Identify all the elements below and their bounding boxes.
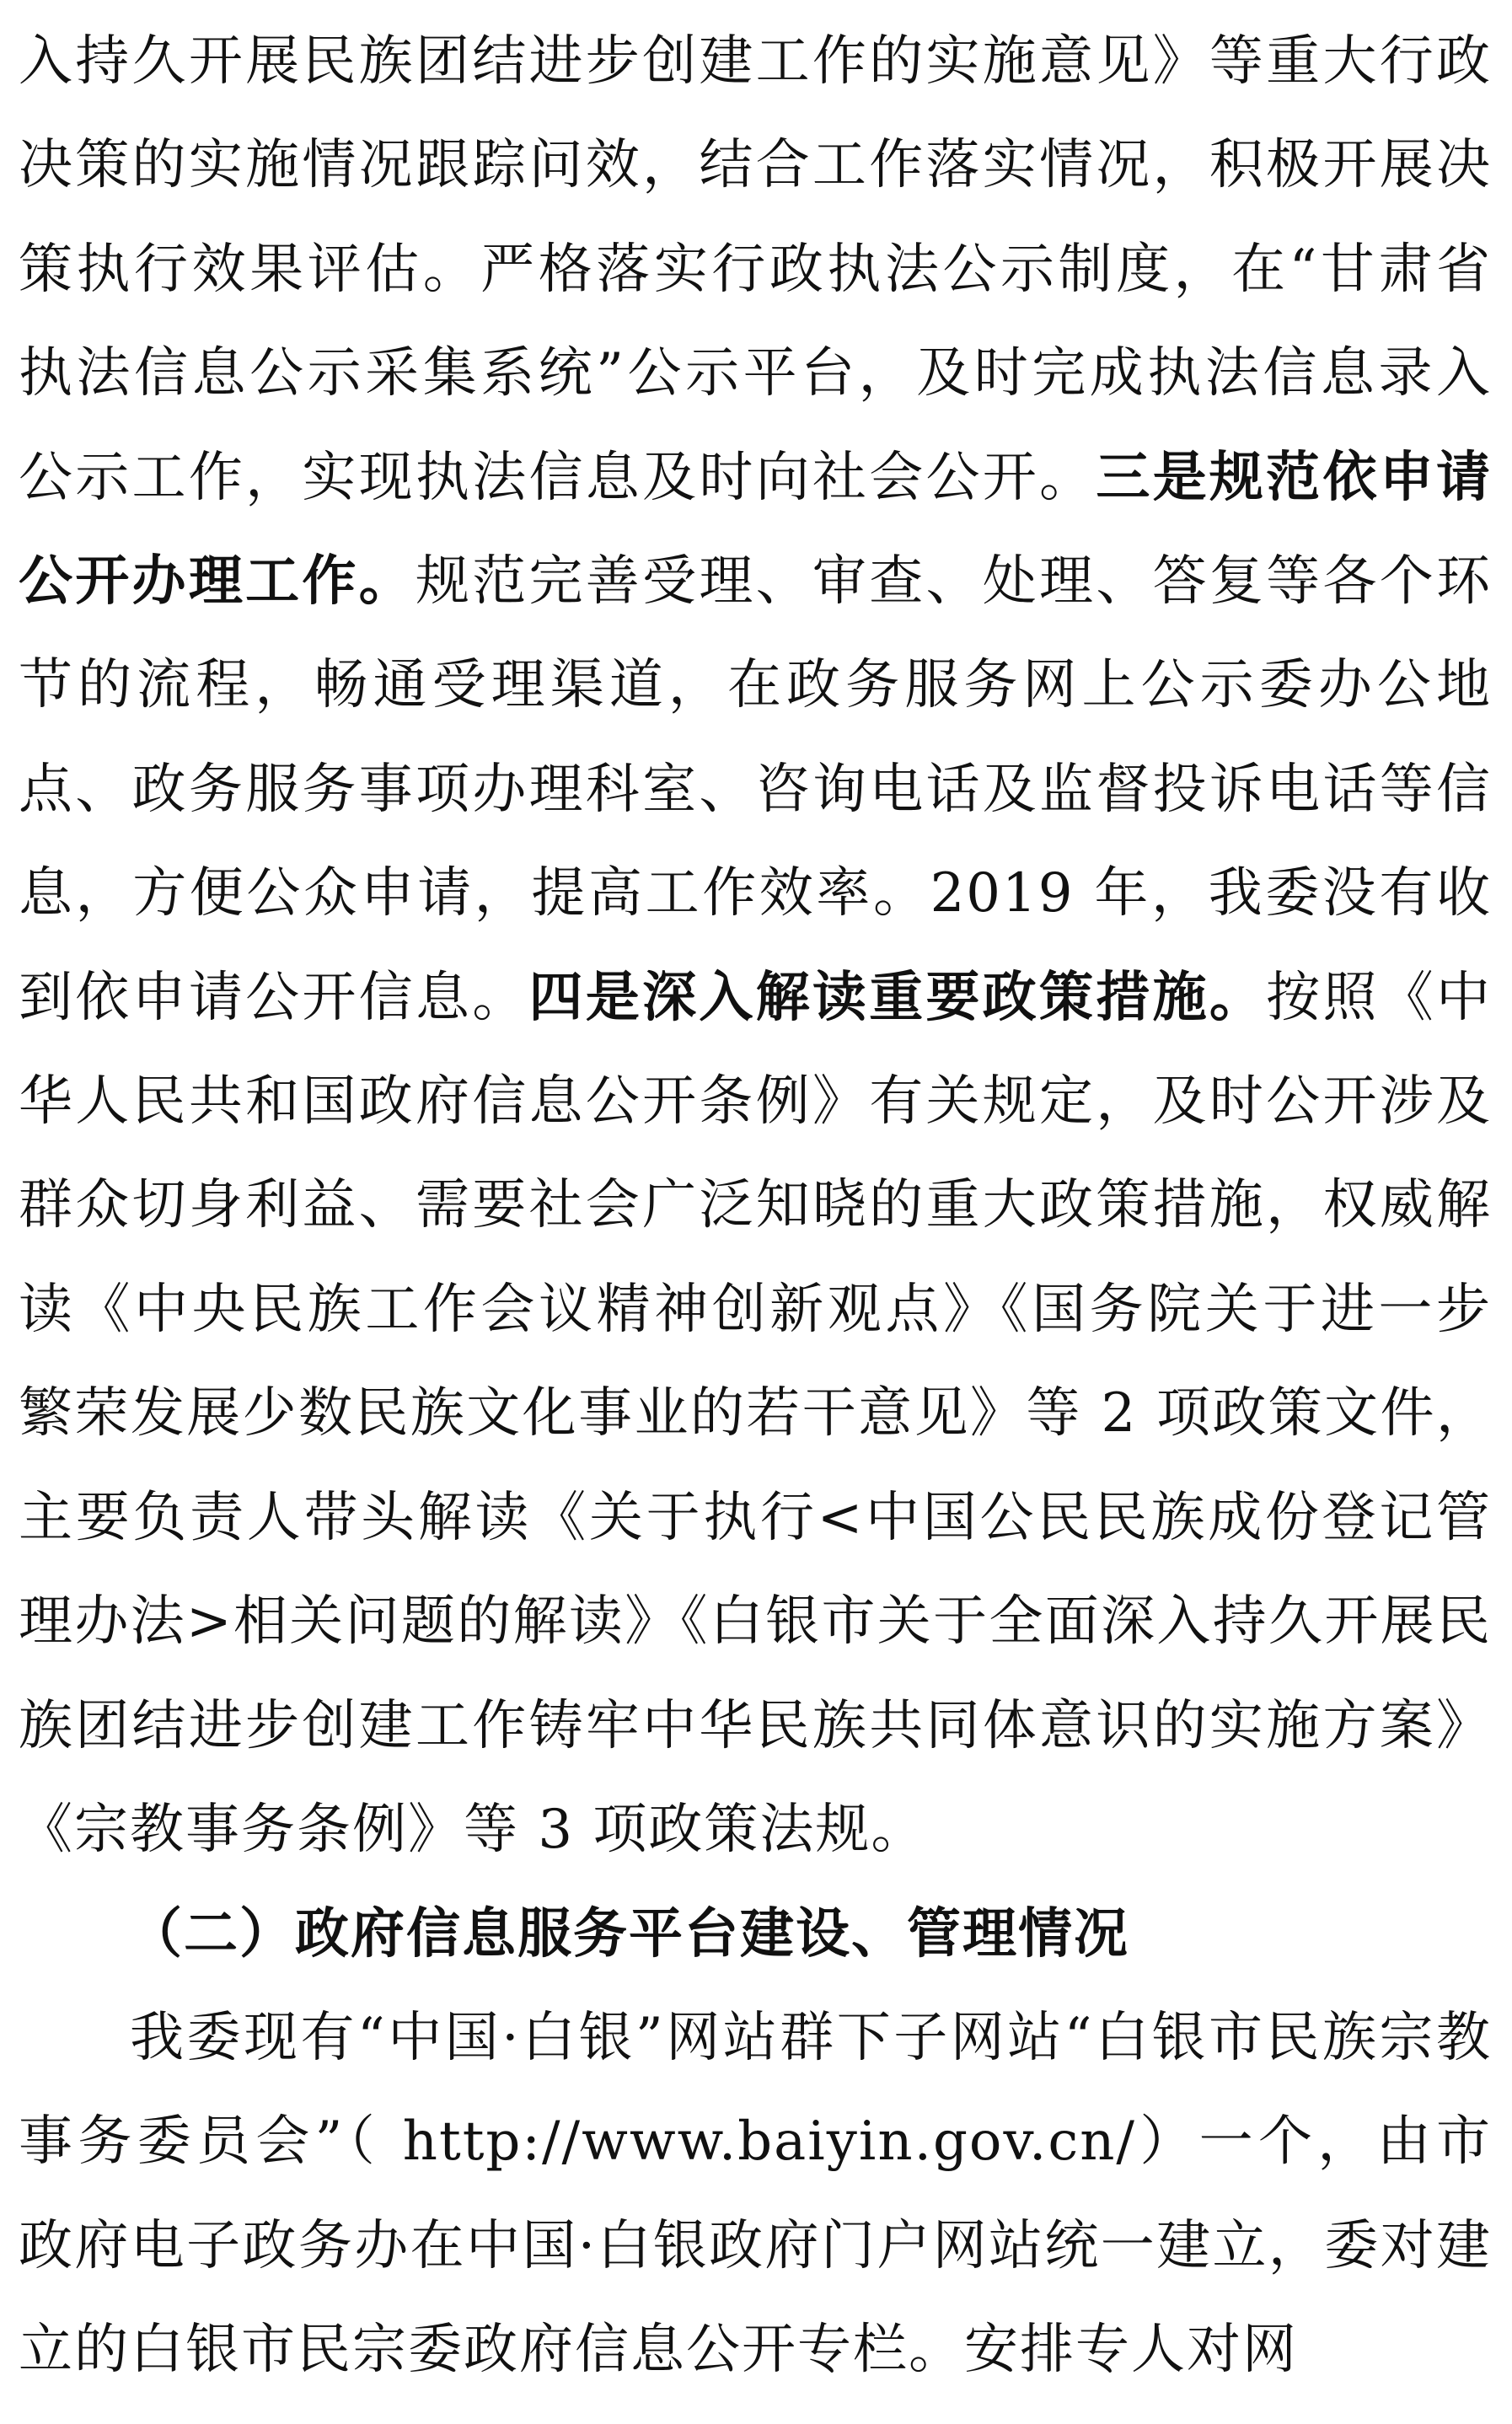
paragraph-1-bold-point-4: 四是深入解读重要政策措施。 — [528, 966, 1267, 1029]
paragraph-1-text-3: 按照《中华人民共和国政府信息公开条例》有关规定，及时公开涉及群众切身利益、需要社会广泛知晓的重大政策措施，权威解读《中央民族工作会议精神创新观点》《国务院关于进一步繁荣发展少数民族文化事业的若干意见》等 2 项政策文件，主要负责人带头解读《关于执行<中国公民民族成份登记管理办法>相关问题的解读》《白银市关于全面深入持久开展民族团结进步创建工作铸牢中华民族共同体意识的实施方案》《宗教事务条例》等 3 项政策法规。 — [19, 966, 1493, 1861]
section-heading: （二）政府信息服务平台建设、管理情况 — [128, 1902, 1129, 1966]
paragraph-1-text-2: 规范完善受理、审查、处理、答复等各个环节的流程，畅通受理渠道，在政务服务网上公示委办公地点、政务服务事项办理科室、咨询电话及监督投诉电话等信息，方便公众申请，提高工作效率。2019 年，我委没有收到依申请公开信息。 — [19, 550, 1493, 1029]
paragraph-2-text: 我委现有“中国·白银”网站群下子网站“白银市民族宗教事务委员会”（ http://www.baiyin.gov.cn/）一个，由市政府电子政务办在中国·白银政府门户网站统一建立，委对建立的白银市民宗委政府信息公开专栏。安排专人对网 — [19, 2006, 1492, 2381]
body-paragraph-2 — [19, 1987, 1492, 2403]
body-paragraph-1 — [19, 10, 1492, 1882]
paragraph-1-text-1: 入持久开展民族团结进步创建工作的实施意见》等重大行政决策的实施情况跟踪问效，结合工作落实情况，积极开展决策执行效果评估。严格落实行政执法公示制度，在“甘肃省执法信息公示采集系统”公示平台，及时完成执法信息录入公示工作，实现执法信息及时向社会公开。 — [19, 30, 1492, 509]
paragraph-1-bold-point-3: 三是规范依申请公开办理工作。 — [19, 446, 1493, 614]
